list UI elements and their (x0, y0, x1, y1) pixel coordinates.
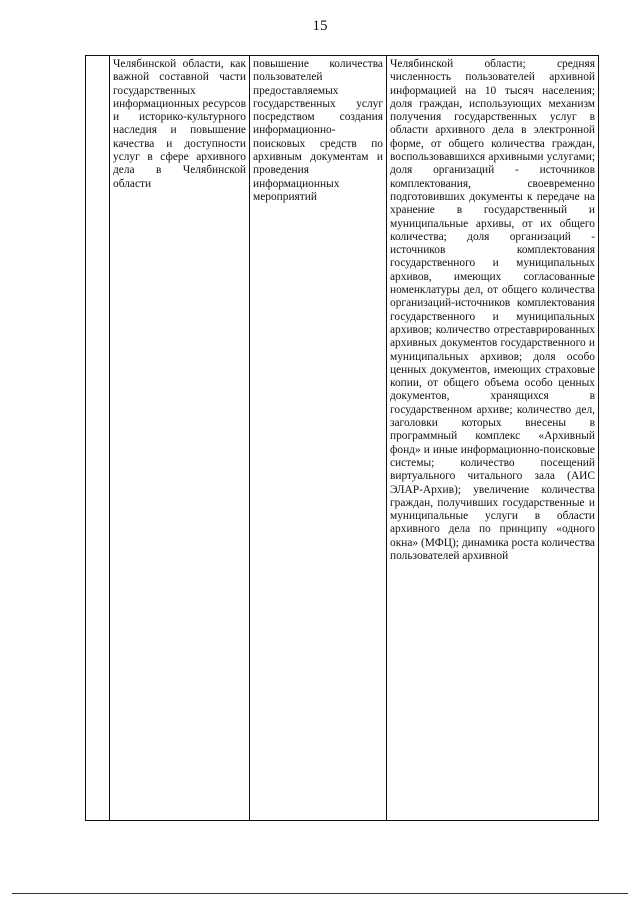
table-cell-task: повышение количества пользователей предоставляемых государственных услуг посредством создания информационно-поисковых средств по архивным документам и проведения информационных мероприятий (250, 56, 387, 821)
program-table (85, 55, 599, 821)
table-cell-goal: Челябинской области, как важной составной части государственных информационных ресурсов и историко-культурного наследия и повышение качества и доступности услуг в сфере архивного дела в Челябинской области (110, 56, 250, 821)
table-cell-indicators: Челябинской области; средняя численность пользователей архивной информацией на 10 тысяч населения; доля граждан, использующих механизм получения государственных услуг в области архивного дела в электронной форме, от общего количества граждан, воспользовавшихся архивными услугами; доля организаций - источников комплектования, своевременно подготовивших документы к передаче на хранение в государственный и муниципальные архивы, от их общего количества; доля организаций - источников комплектования государственного и муниципальных архивов, имеющих согласованные номенклатуры дел, от общего количества организаций-источников комплектования государственного и муниципальных архивов; количество отреставрированных архивных документов государственного и муниципальных архивов; доля особо ценных документов, имеющих страховые копии, от общего объема особо ценных документов, хранящихся в государственном архиве; количество дел, заголовки которых внесены в программный комплекс «Архивный фонд» и иные информационно-поисковые системы; количество посещений виртуального читального зала (АИС ЭЛАР-Архив); увеличение количества граждан, получивших государственные и муниципальные услуги в области архивного дела по принципу «одного окна» (МФЦ); динамика роста количества пользователей архивной (387, 56, 599, 821)
bottom-rule (12, 893, 628, 894)
table-cell-number (86, 56, 110, 821)
table-row (86, 56, 599, 821)
page-number: 15 (312, 18, 328, 34)
